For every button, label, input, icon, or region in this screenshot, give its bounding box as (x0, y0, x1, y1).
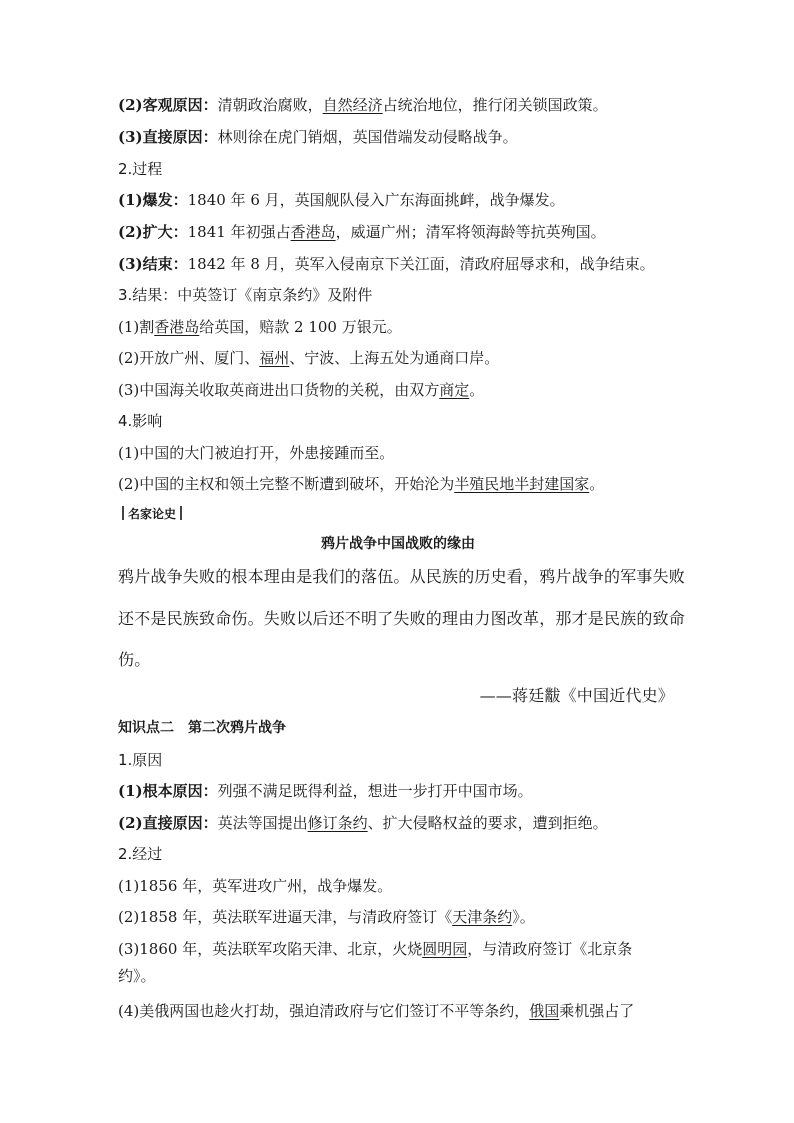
line-result-1: (1)割香港岛给英国，赔款 2 100 万银元。 (118, 318, 402, 336)
line-result-3: (3)中国海关收取英商进出口货物的关税，由双方商定。 (118, 381, 485, 399)
line-root-cause: (1)根本原因：列强不满足既得利益，想进一步打开中国市场。 (118, 782, 533, 800)
line-impact-1: (1)中国的大门被迫打开，外患接踵而至。 (118, 444, 395, 462)
section-tag: 名家论史 (118, 503, 186, 523)
section-heading: 知识点二 第二次鸦片战争 (118, 720, 286, 736)
line-result-2: (2)开放广州、厦门、福州、宁波、上海五处为通商口岸。 (118, 349, 500, 367)
line-course-1: (1)1856 年，英军进攻广州，战争爆发。 (118, 877, 393, 895)
underlined-term: 圆明园 (422, 940, 468, 958)
underlined-term: 自然经济 (322, 96, 383, 114)
quote-paragraph-line-3: 伤。 (118, 650, 151, 669)
line-course-4: (4)美俄两国也趁火打劫，强迫清政府与它们签订不平等条约，俄国乘机强占了 (118, 1002, 635, 1020)
quote-paragraph-line-2: 还不是民族致命伤。失败以后还不明了失败的理由力图改革，那才是民族的致命 (118, 609, 686, 628)
underlined-term: 福州 (259, 349, 290, 367)
line-outbreak: (1)爆发：1840 年 6 月，英国舰队侵入广东海面挑衅，战争爆发。 (118, 191, 565, 209)
underlined-term: 天津条约 (452, 908, 513, 926)
underlined-term: 香港岛 (154, 318, 200, 336)
line-course-3: (3)1860 年，英法联军攻陷天津、北京，火烧圆明园，与清政府签订《北京条 (118, 940, 633, 958)
underlined-term: 修订条约 (307, 814, 368, 832)
line-objective-cause: (2)客观原因：清朝政治腐败，自然经济占统治地位，推行闭关锁国政策。 (118, 96, 608, 114)
line-direct-cause: (3)直接原因：林则徐在虎门销烟，英国借端发动侵略战争。 (118, 128, 518, 146)
line-course-2: (2)1858 年，英法联军进逼天津，与清政府签订《天津条约》。 (118, 908, 535, 926)
quote-source: ——蒋廷黻《中国近代史》 (479, 686, 674, 705)
line-course-3-cont: 约》。 (118, 967, 156, 985)
heading-impact: 4.影响 (118, 412, 163, 430)
line-end: (3)结束：1842 年 8 月，英军入侵南京下关江面，清政府屈辱求和，战争结束。 (118, 255, 655, 273)
underlined-term: 香港岛 (290, 223, 336, 241)
heading-course: 2.经过 (118, 845, 163, 863)
heading-result: 3.结果：中英签订《南京条约》及附件 (118, 286, 373, 304)
heading-process: 2.过程 (118, 160, 163, 178)
line-direct-cause-2: (2)直接原因：英法等国提出修订条约、扩大侵略权益的要求，遭到拒绝。 (118, 814, 608, 832)
tag-bar-right (180, 506, 182, 520)
line-impact-2: (2)中国的主权和领土完整不断遭到破坏，开始沦为半殖民地半封建国家。 (118, 475, 605, 493)
line-expansion: (2)扩大：1841 年初强占香港岛，威逼广州；清军将领海龄等抗英殉国。 (118, 223, 606, 241)
tag-bar-left (122, 506, 124, 520)
underlined-term: 半殖民地半封建国家 (454, 475, 590, 493)
quote-title: 鸦片战争中国战败的缘由 (321, 536, 475, 552)
underlined-term: 俄国 (529, 1002, 560, 1020)
underlined-term: 商定 (439, 381, 470, 399)
quote-paragraph-line-1: 鸦片战争失败的根本理由是我们的落伍。从民族的历史看，鸦片战争的军事失败 (118, 567, 686, 586)
heading-causes: 1.原因 (118, 751, 163, 769)
